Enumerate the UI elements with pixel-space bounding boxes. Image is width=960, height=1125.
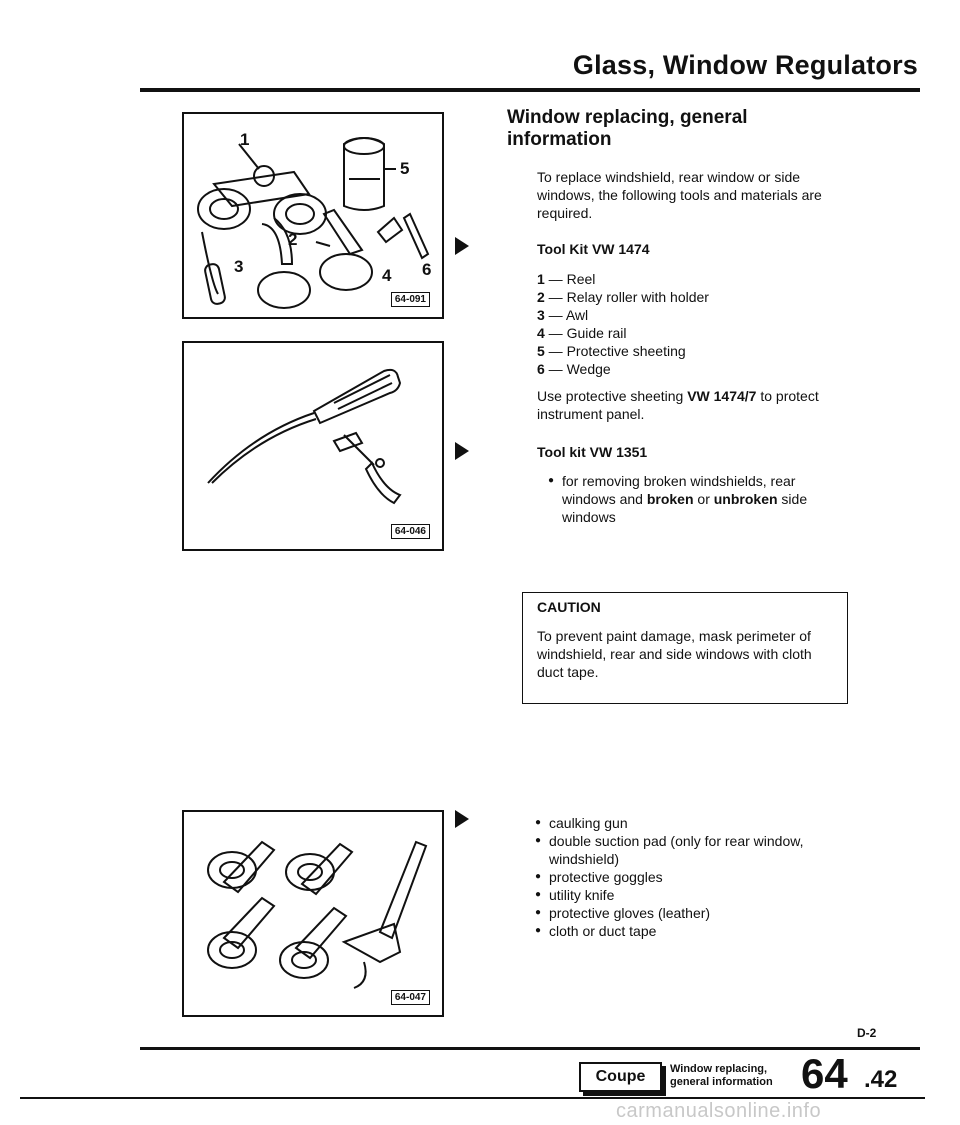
callout-2: 2 xyxy=(288,230,298,249)
figure-id: 64-091 xyxy=(391,292,430,307)
callout-3: 3 xyxy=(234,257,244,276)
callout-1: 1 xyxy=(240,130,250,149)
pointer-arrow-icon xyxy=(455,810,469,828)
list-item: ● utility knife xyxy=(535,886,865,904)
pointer-arrow-icon xyxy=(455,237,469,255)
kit1-title: Tool Kit VW 1474 xyxy=(537,241,650,257)
figure-tool-kit-1474 xyxy=(182,112,444,319)
list-item: 4 — Guide rail xyxy=(537,325,627,341)
kit2-title: Tool kit VW 1351 xyxy=(537,444,648,460)
list-item: ● for removing broken windshields, rear windows and broken or unbroken side windows xyxy=(548,472,848,526)
list-item: ● protective goggles xyxy=(535,868,865,886)
caution-text: To prevent paint damage, mask perimeter of windshield, rear and side windows with cloth duct tape. xyxy=(537,628,812,680)
tool-kit-1351-illustration xyxy=(184,343,442,549)
header-rule xyxy=(140,88,920,92)
list-item: 2 — Relay roller with holder xyxy=(537,289,709,305)
page-code: D-2 xyxy=(857,1026,877,1040)
figure-materials xyxy=(182,810,444,1017)
caution-box xyxy=(522,592,848,704)
list-item: 1 — Reel xyxy=(537,271,596,287)
caution-heading: CAUTION xyxy=(537,599,601,615)
list-item: ● double suction pad (only for rear window, windshield) xyxy=(535,832,865,868)
materials-list xyxy=(535,814,865,940)
callout-4: 4 xyxy=(382,266,392,285)
callout-6: 6 xyxy=(422,260,432,279)
callout-5: 5 xyxy=(400,159,410,178)
model-badge: Coupe xyxy=(579,1062,662,1092)
footer-description: Window replacing, general information xyxy=(670,1063,773,1088)
list-item: ● caulking gun xyxy=(535,814,865,832)
figure-id: 64-046 xyxy=(391,524,430,539)
kit1-note: Use protective sheeting VW 1474/7 to protect instrument panel. xyxy=(537,388,819,422)
materials-illustration xyxy=(184,812,442,1015)
tool-kit-1474-illustration xyxy=(184,114,442,317)
pointer-arrow-icon xyxy=(455,442,469,460)
figure-tool-kit-1351 xyxy=(182,341,444,551)
repair-group-number: 64 xyxy=(801,1050,848,1097)
kit1-parts-list xyxy=(537,270,837,378)
list-item: 6 — Wedge xyxy=(537,361,611,377)
list-item: 5 — Protective sheeting xyxy=(537,343,686,359)
footer-rule-bottom xyxy=(20,1097,925,1099)
section-title: Window replacing, general information xyxy=(507,107,748,150)
kit2-bullet-list xyxy=(548,472,848,526)
page-title: Glass, Window Regulators xyxy=(572,50,918,80)
list-item: ● cloth or duct tape xyxy=(535,922,865,940)
list-item: ● protective gloves (leather) xyxy=(535,904,865,922)
figure-id: 64-047 xyxy=(391,990,430,1005)
list-item: 3 — Awl xyxy=(537,307,589,323)
watermark: carmanualsonline.info xyxy=(616,1100,822,1122)
repair-subgroup-number: .42 xyxy=(864,1066,898,1093)
intro-text: To replace windshield, rear window or side windows, the following tools and materials are required. xyxy=(537,169,822,221)
